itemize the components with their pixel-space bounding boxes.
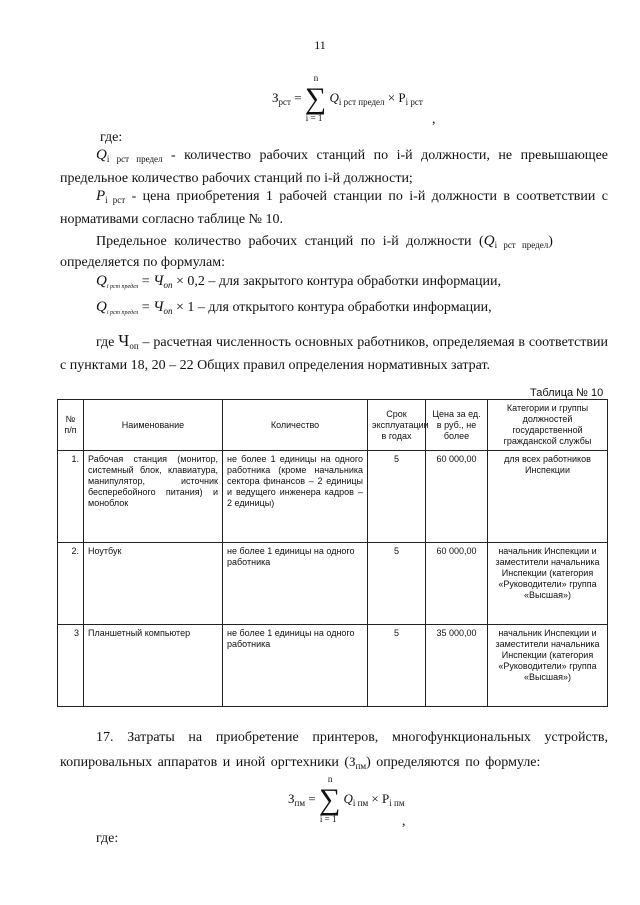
header-category: Категории и группы должностей государственной гражданской службы <box>488 400 608 451</box>
row-qty: не более 1 единицы на одного работника <box>223 543 368 625</box>
page-number: 11 <box>314 38 326 52</box>
formula-q: Q <box>343 790 353 806</box>
row-name: Ноутбук <box>84 543 223 625</box>
where-ch-paragraph: где $Ч_{оп}$ – расчетная численность основных работников, определяемая в соответствии с пунктами 18, 20 – 22 Общих правил определения нормативных затрат. <box>60 331 608 373</box>
row-price: 35 000,00 <box>426 625 488 707</box>
sum-sign: ∑ n i = 1 <box>304 73 327 123</box>
row-category: начальник Инспекции и заместители начальника Инспекции (категория «Руководители» группа «Высшая») <box>488 625 608 707</box>
row-qty: не более 1 единицы на одного работника (кроме начальника сектора финансов – 2 единицы и ведущего инженера кадров – 2 единицы) <box>223 451 368 543</box>
row-term: 5 <box>368 451 426 543</box>
formula-lhs: З <box>272 89 279 105</box>
item-17-paragraph: 17. Затраты на приобретение принтеров, многофункциональных устройств, копировальных аппаратов и иной оргтехники $(З_{пм})$ определяются по формуле: <box>60 730 608 771</box>
definition-q: $Q_{i рст предел}$ - количество рабочих станций по i-й должности, не превышающее предельное количество рабочих станций по i-й должности; <box>60 147 608 186</box>
where-label: где: <box>100 130 123 145</box>
formula-comma: , <box>432 112 436 127</box>
row-qty: не более 1 единицы на одного работника <box>223 625 368 707</box>
header-qty: Количество <box>223 400 368 451</box>
row-price: 60 000,00 <box>426 543 488 625</box>
table-caption: Таблица № 10 <box>530 387 604 399</box>
header-price: Цена за ед. в руб., не более <box>426 400 488 451</box>
header-term: Срок эксплуатации в годах <box>368 400 426 451</box>
definition-p: $P_{i рст}$ - цена приобретения 1 рабочей станции по i-й должности в соответствии с нормативами согласно таблице № 10. <box>60 188 608 227</box>
formula-closed-contour: $Q_{i рст предел} = Ч_{оп} \times 0,2$ – для закрытого контура обработки информации, <box>96 273 501 290</box>
where-label: где: <box>96 831 119 846</box>
header-name: Наименование <box>84 400 223 451</box>
limit-paragraph-cont: определяется по формулам: <box>60 255 225 270</box>
formula-printer-cost: $З_{пм}$ = ∑ n i = 1 $Q_{i пм} \times P_{i пм}$ <box>288 774 405 824</box>
table-row <box>58 451 608 543</box>
formula-open-contour: $Q_{i рст предел} = Ч_{оп} \times 1$ – для открытого контура обработки информации, <box>96 299 492 316</box>
table-row <box>58 543 608 625</box>
table-row <box>58 625 608 707</box>
row-term: 5 <box>368 625 426 707</box>
row-term: 5 <box>368 543 426 625</box>
row-num: 3 <box>58 625 84 707</box>
formula-p: P <box>398 89 406 105</box>
row-category: для всех работников Инспекции <box>488 451 608 543</box>
limit-paragraph: Предельное количество рабочих станций по i-й должности $(Q_{i рст предел})$ <box>96 233 553 250</box>
row-name: Планшетный компьютер <box>84 625 223 707</box>
formula-q: Q <box>329 89 339 105</box>
row-num: 2. <box>58 543 84 625</box>
sum-sign: ∑ n i = 1 <box>318 774 341 824</box>
formula-workstation-cost: $З_{рст}$ = ∑ n i = 1 $Q_{i рст предел} \times P_{i рст}$ <box>272 73 423 123</box>
table-header-row <box>58 400 608 451</box>
formula-comma: , <box>402 814 406 829</box>
table-10 <box>57 399 608 707</box>
row-name: Рабочая станция (монитор, системный блок, клавиатура, манипулятор, источник бесперебойного питания) и моноблок <box>84 451 223 543</box>
row-category: начальник Инспекции и заместители начальника Инспекции (категория «Руководители» группа «Высшая») <box>488 543 608 625</box>
formula-lhs-sub: рст <box>278 96 291 107</box>
formula-p: P <box>382 790 390 806</box>
row-num: 1. <box>58 451 84 543</box>
formula-lhs: З <box>288 790 295 806</box>
row-price: 60 000,00 <box>426 451 488 543</box>
header-num: № п/п <box>58 400 84 451</box>
